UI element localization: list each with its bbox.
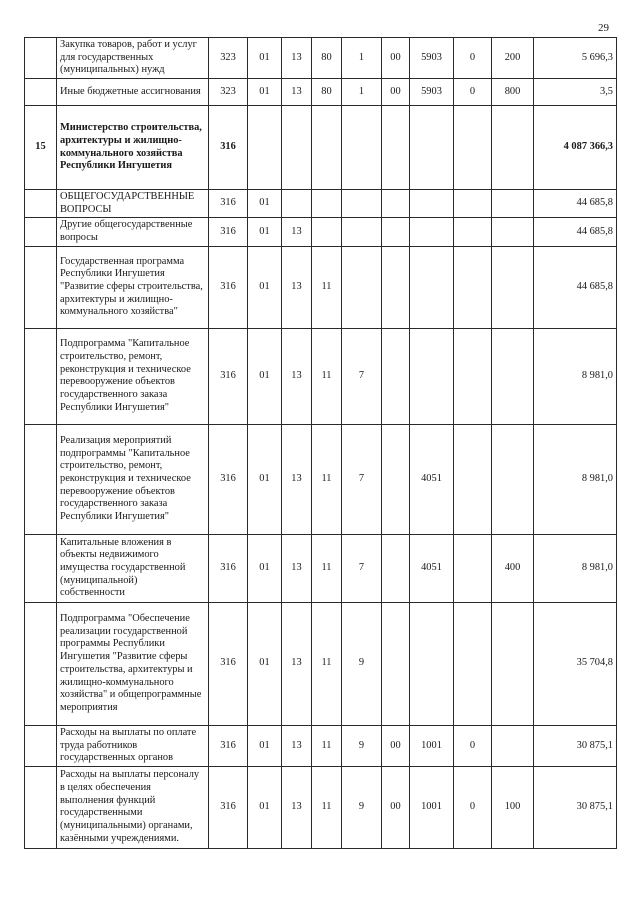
code-subprogram: 1: [342, 79, 382, 106]
row-index: 15: [25, 106, 57, 190]
code-program: [312, 190, 342, 218]
code-section: 01: [248, 218, 282, 246]
code-expense-type: [492, 106, 534, 190]
code-subprogram: 9: [342, 725, 382, 766]
table-row: [25, 106, 617, 190]
code-subsection: 13: [282, 38, 312, 79]
row-name: Иные бюджетные ассигнования: [57, 79, 209, 106]
code-item: 4051: [410, 534, 454, 602]
row-name: ОБЩЕГОСУДАРСТВЕННЫЕ ВОПРОСЫ: [57, 190, 209, 218]
code-direction: [382, 106, 410, 190]
code-subsection: 13: [282, 328, 312, 424]
code-direction: [382, 328, 410, 424]
row-name: Другие общегосударственные вопросы: [57, 218, 209, 246]
table-row: [25, 602, 617, 725]
code-sub-item: [454, 190, 492, 218]
code-ministry: 316: [209, 190, 248, 218]
code-ministry: 316: [209, 106, 248, 190]
code-ministry: 323: [209, 38, 248, 79]
code-item: [410, 602, 454, 725]
code-subsection: 13: [282, 79, 312, 106]
row-index: [25, 246, 57, 328]
row-amount: 3,5: [534, 79, 617, 106]
code-item: [410, 106, 454, 190]
code-subprogram: 7: [342, 424, 382, 534]
table-row: [25, 766, 617, 848]
row-amount: 30 875,1: [534, 766, 617, 848]
code-subprogram: [342, 106, 382, 190]
budget-table: [24, 37, 617, 849]
row-index: [25, 424, 57, 534]
row-amount: 4 087 366,3: [534, 106, 617, 190]
code-subsection: [282, 106, 312, 190]
row-name: Капитальные вложения в объекты недвижимого имущества государственной (муниципальной) собственности: [57, 534, 209, 602]
code-subprogram: 7: [342, 328, 382, 424]
row-amount: 30 875,1: [534, 725, 617, 766]
code-expense-type: [492, 602, 534, 725]
code-section: 01: [248, 38, 282, 79]
code-direction: 00: [382, 725, 410, 766]
code-program: 11: [312, 534, 342, 602]
table-row: [25, 246, 617, 328]
code-program: 80: [312, 79, 342, 106]
code-section: 01: [248, 602, 282, 725]
code-section: 01: [248, 328, 282, 424]
row-index: [25, 766, 57, 848]
code-ministry: 316: [209, 534, 248, 602]
code-ministry: 316: [209, 766, 248, 848]
code-direction: [382, 602, 410, 725]
row-amount: 44 685,8: [534, 246, 617, 328]
code-program: [312, 218, 342, 246]
table-row: [25, 79, 617, 106]
code-subprogram: 9: [342, 602, 382, 725]
code-expense-type: 400: [492, 534, 534, 602]
code-sub-item: 0: [454, 79, 492, 106]
code-expense-type: [492, 218, 534, 246]
row-amount: 8 981,0: [534, 424, 617, 534]
code-ministry: 316: [209, 246, 248, 328]
code-subsection: 13: [282, 218, 312, 246]
code-expense-type: [492, 328, 534, 424]
code-expense-type: 200: [492, 38, 534, 79]
row-name: Реализация мероприятий подпрограммы "Капитальное строительство, ремонт, реконструкция и техническое перевооружение объектов государственного заказа Республики Ингушетия": [57, 424, 209, 534]
code-program: 11: [312, 246, 342, 328]
code-section: 01: [248, 766, 282, 848]
code-expense-type: 800: [492, 79, 534, 106]
row-index: [25, 79, 57, 106]
row-index: [25, 38, 57, 79]
code-item: 4051: [410, 424, 454, 534]
page-number: 29: [598, 22, 609, 34]
code-sub-item: [454, 106, 492, 190]
code-item: 1001: [410, 725, 454, 766]
code-sub-item: [454, 424, 492, 534]
code-expense-type: [492, 424, 534, 534]
code-expense-type: [492, 725, 534, 766]
code-ministry: 323: [209, 79, 248, 106]
row-index: [25, 328, 57, 424]
row-amount: 8 981,0: [534, 534, 617, 602]
code-item: 5903: [410, 38, 454, 79]
code-section: 01: [248, 534, 282, 602]
code-subsection: 13: [282, 725, 312, 766]
code-direction: [382, 534, 410, 602]
code-section: 01: [248, 79, 282, 106]
code-item: 1001: [410, 766, 454, 848]
code-direction: [382, 424, 410, 534]
table-row: [25, 328, 617, 424]
table-row: [25, 190, 617, 218]
code-direction: 00: [382, 79, 410, 106]
code-sub-item: [454, 602, 492, 725]
row-index: [25, 218, 57, 246]
code-program: 80: [312, 38, 342, 79]
code-ministry: 316: [209, 602, 248, 725]
code-ministry: 316: [209, 424, 248, 534]
code-program: 11: [312, 766, 342, 848]
code-item: [410, 246, 454, 328]
code-direction: [382, 190, 410, 218]
row-index: [25, 190, 57, 218]
table-row: [25, 725, 617, 766]
row-name: Государственная программа Республики Ингушетия "Развитие сферы строительства, архитектуры и жилищно-коммунального хозяйства": [57, 246, 209, 328]
code-direction: 00: [382, 766, 410, 848]
code-subsection: 13: [282, 424, 312, 534]
code-section: [248, 106, 282, 190]
row-name: Министерство строительства, архитектуры и жилищно-коммунального хозяйства Республики Ингушетия: [57, 106, 209, 190]
table-row: [25, 38, 617, 79]
row-amount: 44 685,8: [534, 190, 617, 218]
code-subsection: 13: [282, 766, 312, 848]
row-name: Расходы на выплаты по оплате труда работников государственных органов: [57, 725, 209, 766]
code-expense-type: [492, 246, 534, 328]
row-index: [25, 602, 57, 725]
code-subsection: 13: [282, 602, 312, 725]
code-subsection: 13: [282, 246, 312, 328]
code-sub-item: [454, 218, 492, 246]
row-name: Подпрограмма "Обеспечение реализации государственной программы Республики Ингушетия "Развитие сферы строительства, архитектуры и жилищно-коммунального хозяйства" и общепрограммные мероприятия: [57, 602, 209, 725]
code-sub-item: 0: [454, 725, 492, 766]
code-ministry: 316: [209, 328, 248, 424]
code-subprogram: 7: [342, 534, 382, 602]
code-subprogram: 9: [342, 766, 382, 848]
code-item: [410, 328, 454, 424]
code-sub-item: 0: [454, 766, 492, 848]
code-direction: 00: [382, 38, 410, 79]
code-subprogram: 1: [342, 38, 382, 79]
row-name: Закупка товаров, работ и услуг для государственных (муниципальных) нужд: [57, 38, 209, 79]
code-section: 01: [248, 246, 282, 328]
code-ministry: 316: [209, 725, 248, 766]
code-direction: [382, 218, 410, 246]
row-amount: 8 981,0: [534, 328, 617, 424]
code-subsection: [282, 190, 312, 218]
row-amount: 35 704,8: [534, 602, 617, 725]
code-expense-type: [492, 190, 534, 218]
code-subprogram: [342, 246, 382, 328]
code-sub-item: [454, 328, 492, 424]
code-item: [410, 218, 454, 246]
code-subprogram: [342, 190, 382, 218]
code-program: 11: [312, 328, 342, 424]
code-section: 01: [248, 725, 282, 766]
table-row: [25, 218, 617, 246]
code-program: 11: [312, 424, 342, 534]
row-index: [25, 534, 57, 602]
code-program: 11: [312, 602, 342, 725]
code-subsection: 13: [282, 534, 312, 602]
code-item: [410, 190, 454, 218]
code-program: [312, 106, 342, 190]
code-item: 5903: [410, 79, 454, 106]
row-name: Расходы на выплаты персоналу в целях обеспечения выполнения функций государственными (муниципальными) органами, казёнными учреждениями.: [57, 766, 209, 848]
code-subprogram: [342, 218, 382, 246]
row-name: Подпрограмма "Капитальное строительство, ремонт, реконструкция и техническое перевооружение объектов государственного заказа Республики Ингушетия": [57, 328, 209, 424]
code-sub-item: [454, 246, 492, 328]
table-row: [25, 424, 617, 534]
code-sub-item: [454, 534, 492, 602]
code-ministry: 316: [209, 218, 248, 246]
row-amount: 5 696,3: [534, 38, 617, 79]
code-expense-type: 100: [492, 766, 534, 848]
row-index: [25, 725, 57, 766]
row-amount: 44 685,8: [534, 218, 617, 246]
code-direction: [382, 246, 410, 328]
code-section: 01: [248, 424, 282, 534]
code-section: 01: [248, 190, 282, 218]
code-program: 11: [312, 725, 342, 766]
table-row: [25, 534, 617, 602]
code-sub-item: 0: [454, 38, 492, 79]
